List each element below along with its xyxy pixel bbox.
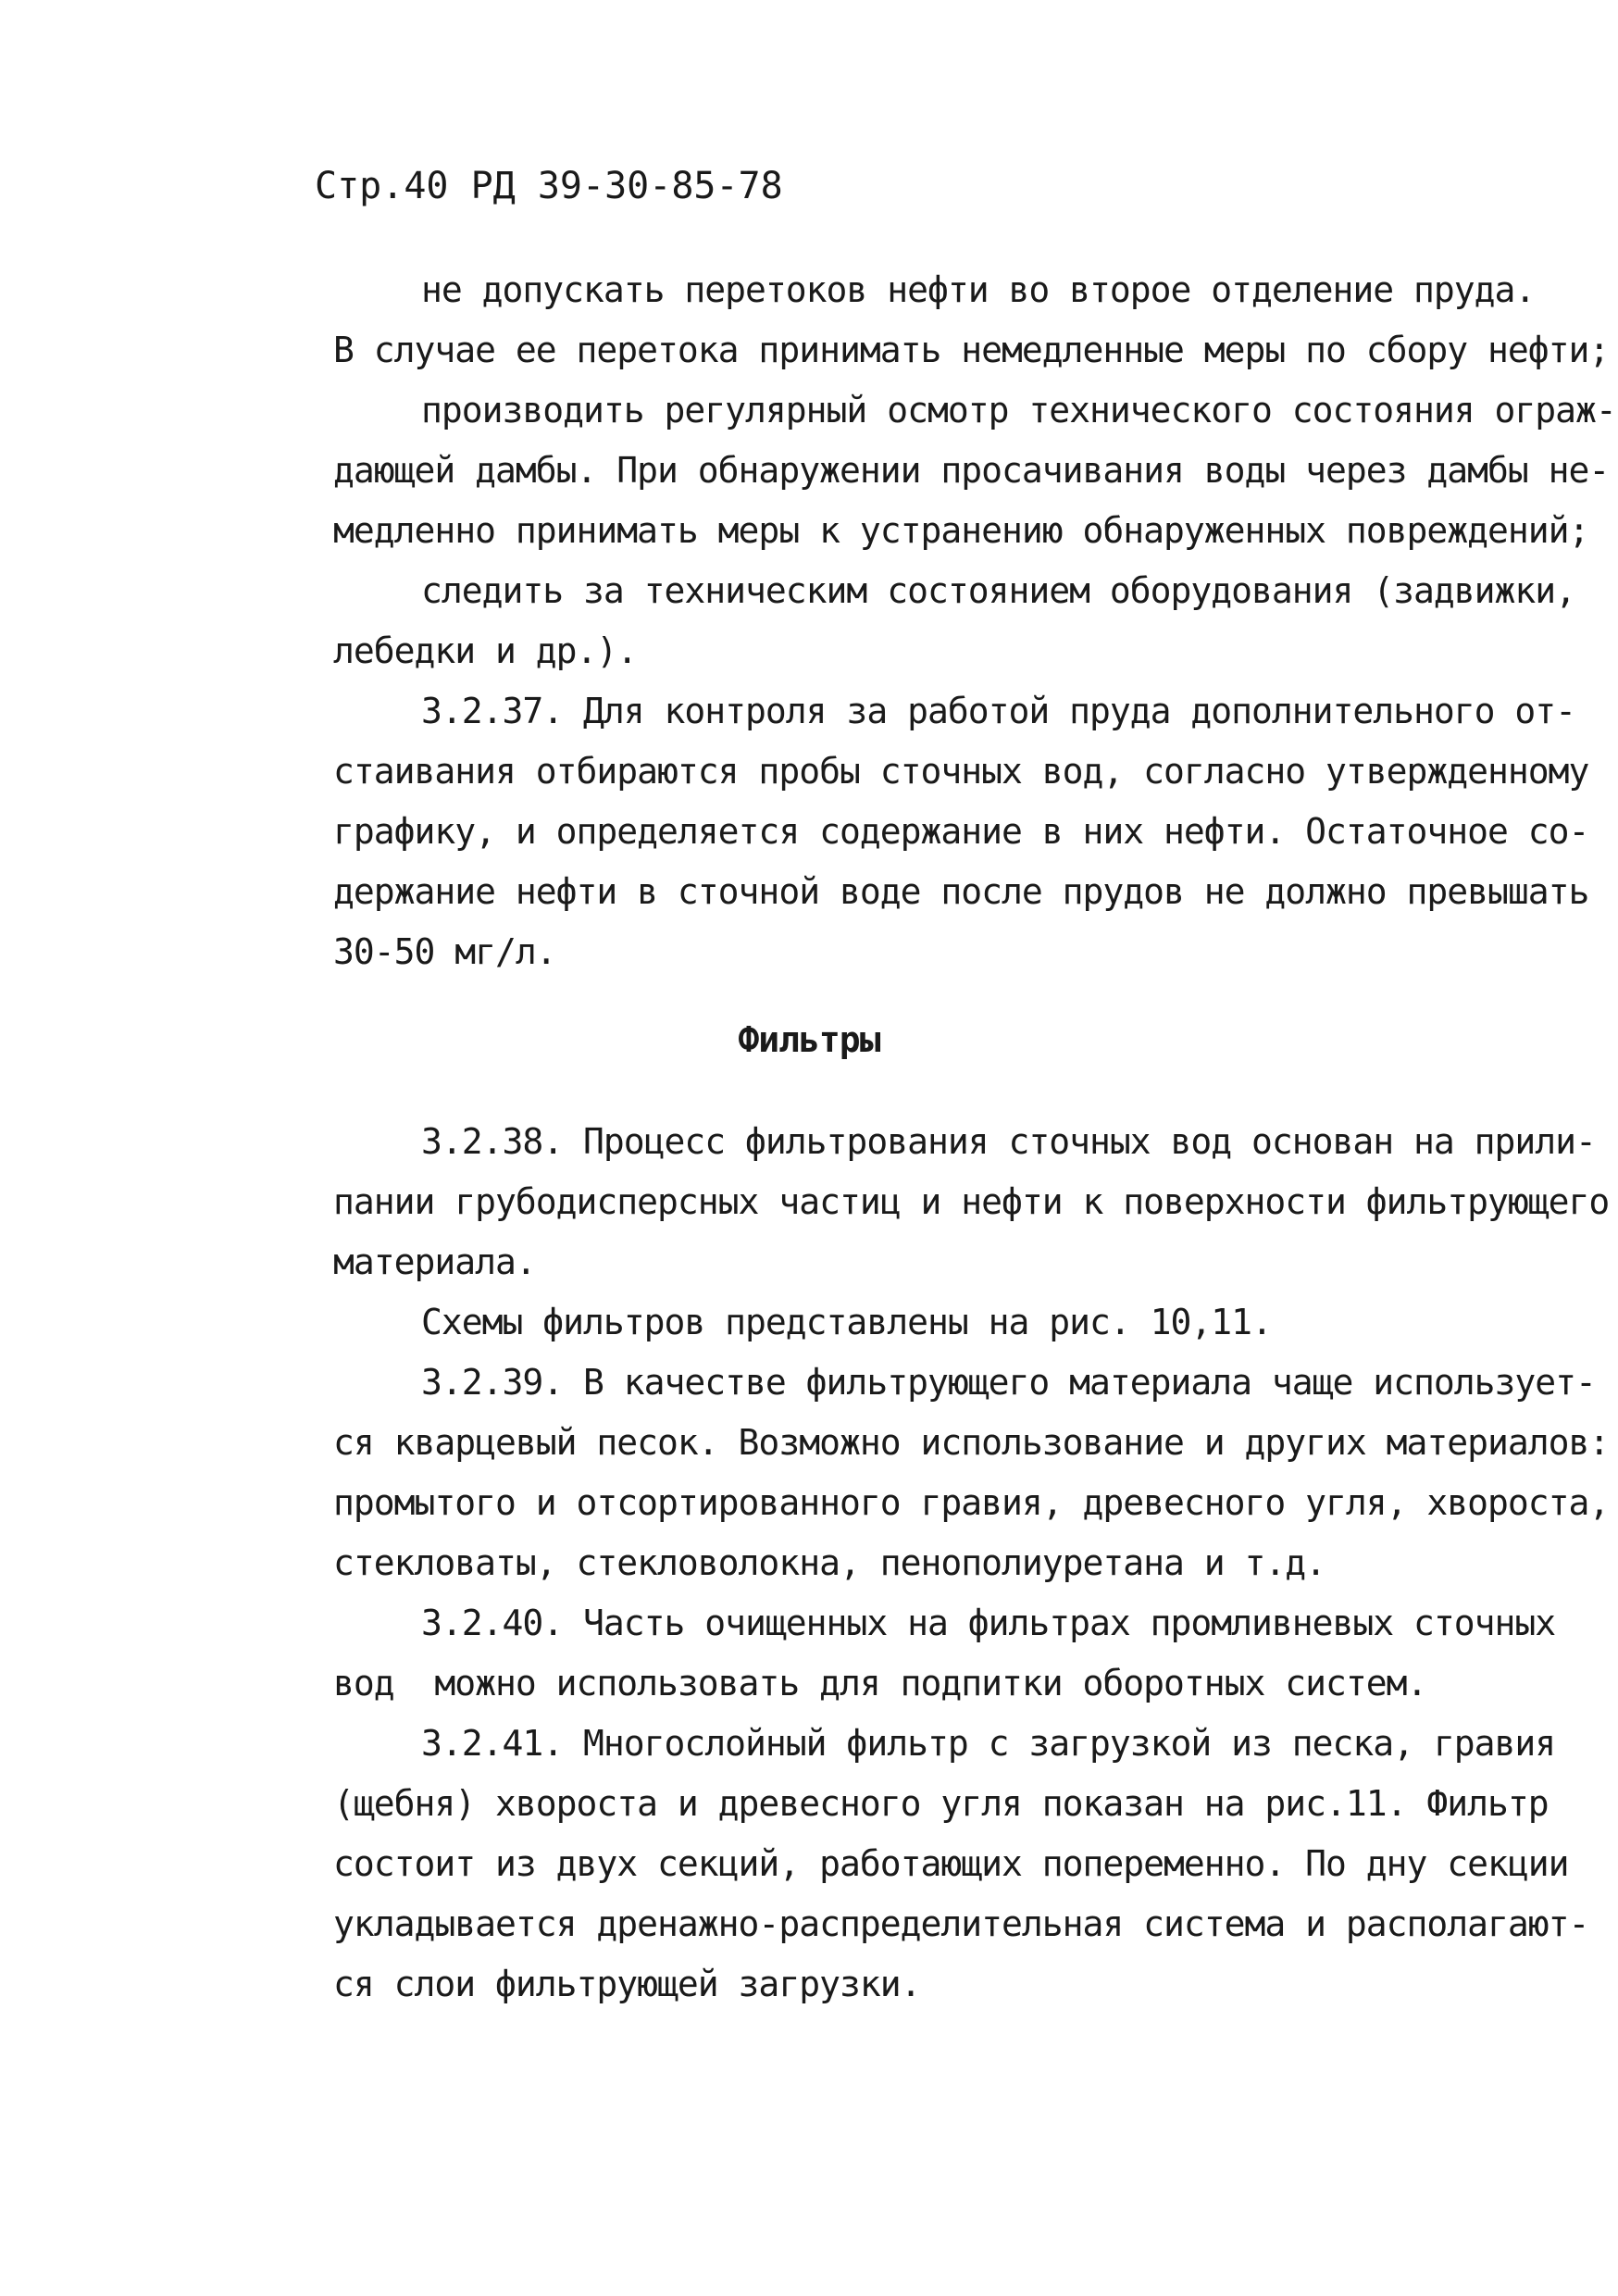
text-line: медленно принимать меры к устранению обнаруженных повреждений; bbox=[333, 510, 1589, 551]
text-line: ся слои фильтрующей загрузки. bbox=[333, 1964, 921, 2004]
text-line: вод можно использовать для подпитки оборотных систем. bbox=[333, 1663, 1427, 1703]
text-line: следить за техническим состоянием оборудования (задвижки, bbox=[421, 570, 1576, 611]
text-line: не допускать перетоков нефти во второе отделение пруда. bbox=[421, 269, 1536, 310]
text-line: 30-50 мг/л. bbox=[333, 931, 556, 972]
text-line: держание нефти в сточной воде после прудов не должно превышать bbox=[333, 871, 1589, 912]
text-line: укладывается дренажно-распределительная система и располагают- bbox=[333, 1903, 1589, 1944]
text-line: 3.2.37. Для контроля за работой пруда дополнительного от- bbox=[421, 691, 1576, 731]
text-line: ся кварцевый песок. Возможно использование и других материалов: bbox=[333, 1422, 1610, 1463]
page-header: Стр.40 РД 39-30-85-78 bbox=[315, 165, 783, 207]
text-line: 3.2.41. Многослойный фильтр с загрузкой из песка, гравия bbox=[421, 1723, 1556, 1764]
section-title: Фильтры bbox=[738, 1019, 880, 1060]
text-line: лебедки и др.). bbox=[333, 630, 638, 671]
text-line: 3.2.39. В качестве фильтрующего материала чаще использует- bbox=[421, 1362, 1596, 1403]
text-line: 3.2.38. Процесс фильтрования сточных вод основан на прили- bbox=[421, 1121, 1596, 1162]
text-line: дающей дамбы. При обнаружении просачивания воды через дамбы не- bbox=[333, 450, 1610, 491]
text-line: состоит из двух секций, работающих попеременно. По дну секции bbox=[333, 1843, 1569, 1884]
text-line: 3.2.40. Часть очищенных на фильтрах промливневых сточных bbox=[421, 1603, 1556, 1643]
text-line: промытого и отсортированного гравия, древесного угля, хвороста, bbox=[333, 1482, 1610, 1523]
text-line: стекловаты, стекловолокна, пенополиуретана и т.д. bbox=[333, 1542, 1326, 1583]
text-line: стаивания отбираются пробы сточных вод, согласно утвержденному bbox=[333, 751, 1589, 792]
text-line: (щебня) хвороста и древесного угля показан на рис.11. Фильтр bbox=[333, 1783, 1549, 1824]
text-line: материала. bbox=[333, 1242, 536, 1282]
text-line: В случае ее перетока принимать немедленные меры по сбору нефти; bbox=[333, 330, 1610, 370]
text-line: графику, и определяется содержание в них нефти. Остаточное со- bbox=[333, 811, 1589, 852]
text-line: Схемы фильтров представлены на рис. 10,11. bbox=[421, 1302, 1272, 1342]
text-line: производить регулярный осмотр технического состояния ограж- bbox=[421, 390, 1616, 430]
text-line: пании грубодисперсных частиц и нефти к поверхности фильтрующего bbox=[333, 1181, 1610, 1222]
